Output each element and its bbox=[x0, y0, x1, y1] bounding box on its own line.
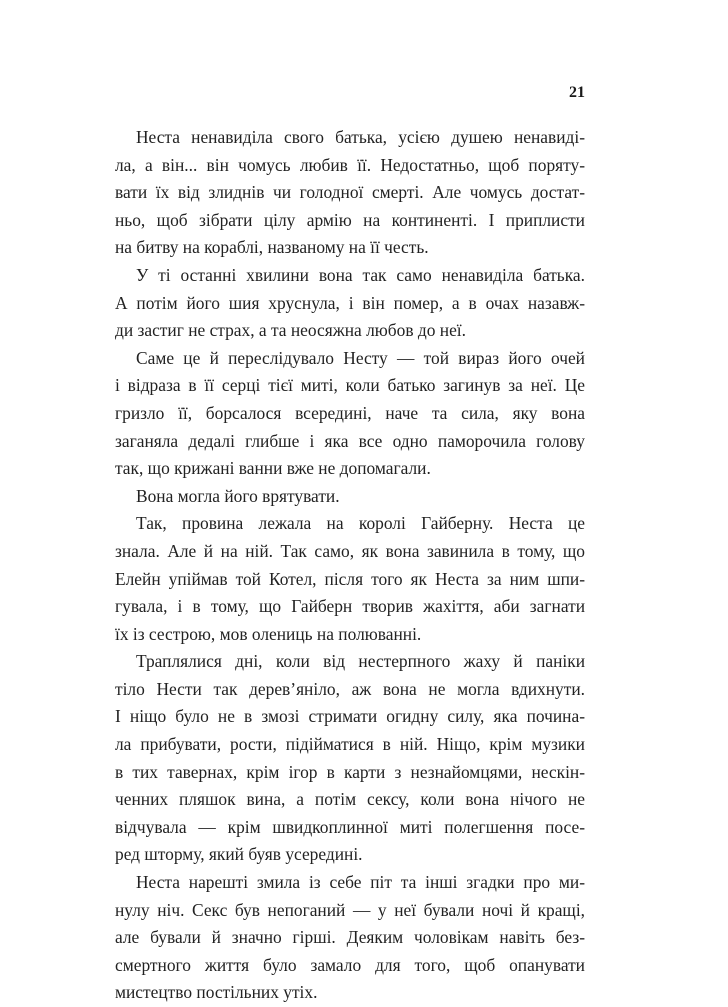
text-line: ньо, щоб зібрати цілу армію на континенті. І приплисти bbox=[115, 209, 585, 230]
text-line: А потім його шия хруснула, і він помер, а в очах назавж- bbox=[115, 292, 585, 313]
text-line: ла прибувати, рости, підійматися в ній. Ніщо, крім музики bbox=[115, 734, 585, 755]
text-line: Так, провина лежала на королі Гайберну. Неста це bbox=[136, 513, 585, 534]
text-line: їх із сестрою, мов олениць на полюванні. bbox=[115, 623, 422, 644]
text-line: вати їх від злиднів чи голодної смерті. Але чомусь достат- bbox=[115, 182, 585, 203]
text-line: Траплялися дні, коли від нестерпного жаху й паніки bbox=[136, 651, 585, 672]
text-line: ла, а він... він чомусь любив її. Недостатньо, щоб поряту- bbox=[115, 154, 585, 175]
text-line: заганяла дедалі глибше і яка все одно паморочила голову bbox=[115, 430, 585, 451]
text-line: І ніщо було не в змозі стримати огидну силу, яка почина- bbox=[115, 706, 585, 727]
text-line: знала. Але й на ній. Так само, як вона завинила в тому, що bbox=[115, 540, 585, 561]
text-line: гризло її, борсалося всередині, наче та сила, яку вона bbox=[115, 402, 585, 423]
body-text bbox=[115, 124, 585, 1007]
text-line: смертного життя було замало для того, щоб опанувати bbox=[115, 954, 585, 975]
text-line: але бували й значно гірші. Деяким чоловікам навіть без- bbox=[115, 927, 585, 948]
text-line: ред шторму, який буяв усередині. bbox=[115, 844, 363, 865]
text-line: гувала, і в тому, що Гайберн творив жахіття, аби загнати bbox=[115, 596, 585, 617]
text-line: Елейн упіймав той Котел, після того як Неста за ним шпи- bbox=[115, 568, 585, 589]
text-line: на битву на кораблі, названому на її честь. bbox=[115, 237, 429, 258]
text-line: і відраза в її серці тієї миті, коли батько загинув за неї. Це bbox=[115, 375, 585, 396]
text-line: Неста нарешті змила із себе піт та інші згадки про ми- bbox=[136, 872, 585, 893]
text-line: Саме це й переслідувало Несту — той вираз його очей bbox=[136, 347, 585, 368]
text-line: Неста ненавиділа свого батька, усією душею ненавиді- bbox=[136, 127, 585, 147]
text-line: так, що крижані ванни вже не допомагали. bbox=[115, 458, 431, 479]
text-line: нулу ніч. Секс був непоганий — у неї бували ночі й кращі, bbox=[115, 899, 585, 920]
text-line: мистецтво постільних утіх. bbox=[115, 982, 318, 1003]
text-line: ди застиг не страх, а та неосяжна любов до неї. bbox=[115, 320, 466, 341]
text-line: ченних пляшок вина, а потім сексу, коли вона нічого не bbox=[115, 789, 585, 810]
page-number: 21 bbox=[569, 84, 585, 101]
text-line: Вона могла його врятувати. bbox=[136, 485, 340, 506]
text-line: в тих тавернах, крім ігор в карти з незнайомцями, нескін- bbox=[115, 761, 585, 782]
text-line: У ті останні хвилини вона так само ненавиділа батька. bbox=[136, 264, 585, 285]
text-line: тіло Нести так дерев’яніло, аж вона не могла вдихнути. bbox=[115, 678, 585, 699]
text-line: відчувала — крім швидкоплинної миті полегшення посе- bbox=[115, 816, 585, 837]
